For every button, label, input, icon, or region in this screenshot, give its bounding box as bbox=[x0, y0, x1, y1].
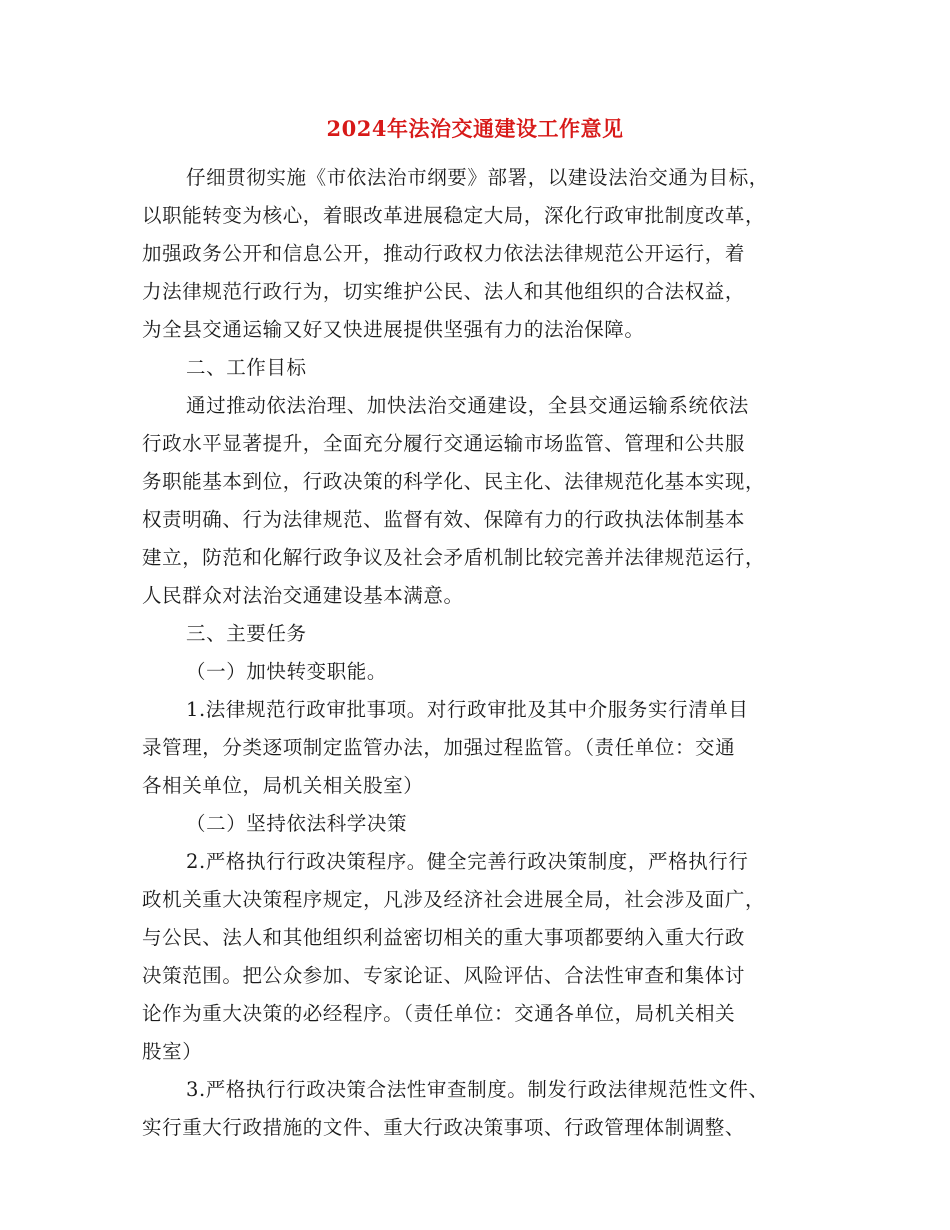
paragraph-line: 实行重大行政措施的文件、重大行政决策事项、行政管理体制调整、 bbox=[142, 1116, 746, 1139]
paragraph-line: 股室） bbox=[142, 1040, 203, 1063]
document-title: 2024年法治交通建设工作意见 bbox=[326, 116, 624, 141]
paragraph-line: 以职能转变为核心，着眼改革进展稳定大局，深化行政审批制度改革， bbox=[142, 204, 766, 227]
paragraph-line: 权责明确、行为法律规范、监督有效、保障有力的行政执法体制基本 bbox=[142, 508, 746, 531]
paragraph-line: 建立，防范和化解行政争议及社会矛盾机制比较完善并法律规范运行， bbox=[142, 546, 766, 569]
paragraph-line: 论作为重大决策的必经程序。（责任单位：交通各单位，局机关相关 bbox=[142, 1002, 736, 1025]
paragraph-line: 3.严格执行行政决策合法性审查制度。制发行政法律规范性文件、 bbox=[186, 1078, 769, 1101]
paragraph-line: 行政水平显著提升，全面充分履行交通运输市场监管、管理和公共服 bbox=[142, 432, 746, 455]
paragraph-line: 2.严格执行行政决策程序。健全完善行政决策制度，严格执行行 bbox=[186, 850, 749, 873]
paragraph-line: 通过推动依法治理、加快法治交通建设，全县交通运输系统依法 bbox=[186, 394, 749, 417]
paragraph-line: 录管理，分类逐项制定监管办法，加强过程监管。（责任单位：交通 bbox=[142, 736, 736, 759]
paragraph-line: 加强政务公开和信息公开，推动行政权力依法法律规范公开运行，着 bbox=[142, 242, 746, 265]
paragraph-line: 与公民、法人和其他组织利益密切相关的重大事项都要纳入重大行政 bbox=[142, 926, 746, 949]
paragraph-line: （一）加快转变职能。 bbox=[186, 660, 388, 683]
paragraph-line: 力法律规范行政行为，切实维护公民、法人和其他组织的合法权益， bbox=[142, 280, 746, 303]
paragraph-line: 1.法律规范行政审批事项。对行政审批及其中介服务实行清单目 bbox=[186, 698, 749, 721]
paragraph-line: 务职能基本到位，行政决策的科学化、民主化、法律规范化基本实现， bbox=[142, 470, 766, 493]
paragraph-line: 各相关单位，局机关相关股室） bbox=[142, 774, 424, 797]
paragraph-line: 政机关重大决策程序规定，凡涉及经济社会进展全局，社会涉及面广， bbox=[142, 888, 766, 911]
paragraph-line: 人民群众对法治交通建设基本满意。 bbox=[142, 584, 464, 607]
paragraph-line: （二）坚持依法科学决策 bbox=[186, 812, 408, 835]
paragraph-line: 为全县交通运输又好又快进展提供坚强有力的法治保障。 bbox=[142, 318, 645, 341]
paragraph-line: 仔细贯彻实施《市依法治市纲要》部署，以建设法治交通为目标， bbox=[186, 166, 769, 189]
paragraph-line: 二、工作目标 bbox=[186, 356, 307, 379]
paragraph-line: 三、主要任务 bbox=[186, 622, 307, 645]
paragraph-line: 决策范围。把公众参加、专家论证、风险评估、合法性审查和集体讨 bbox=[142, 964, 746, 987]
